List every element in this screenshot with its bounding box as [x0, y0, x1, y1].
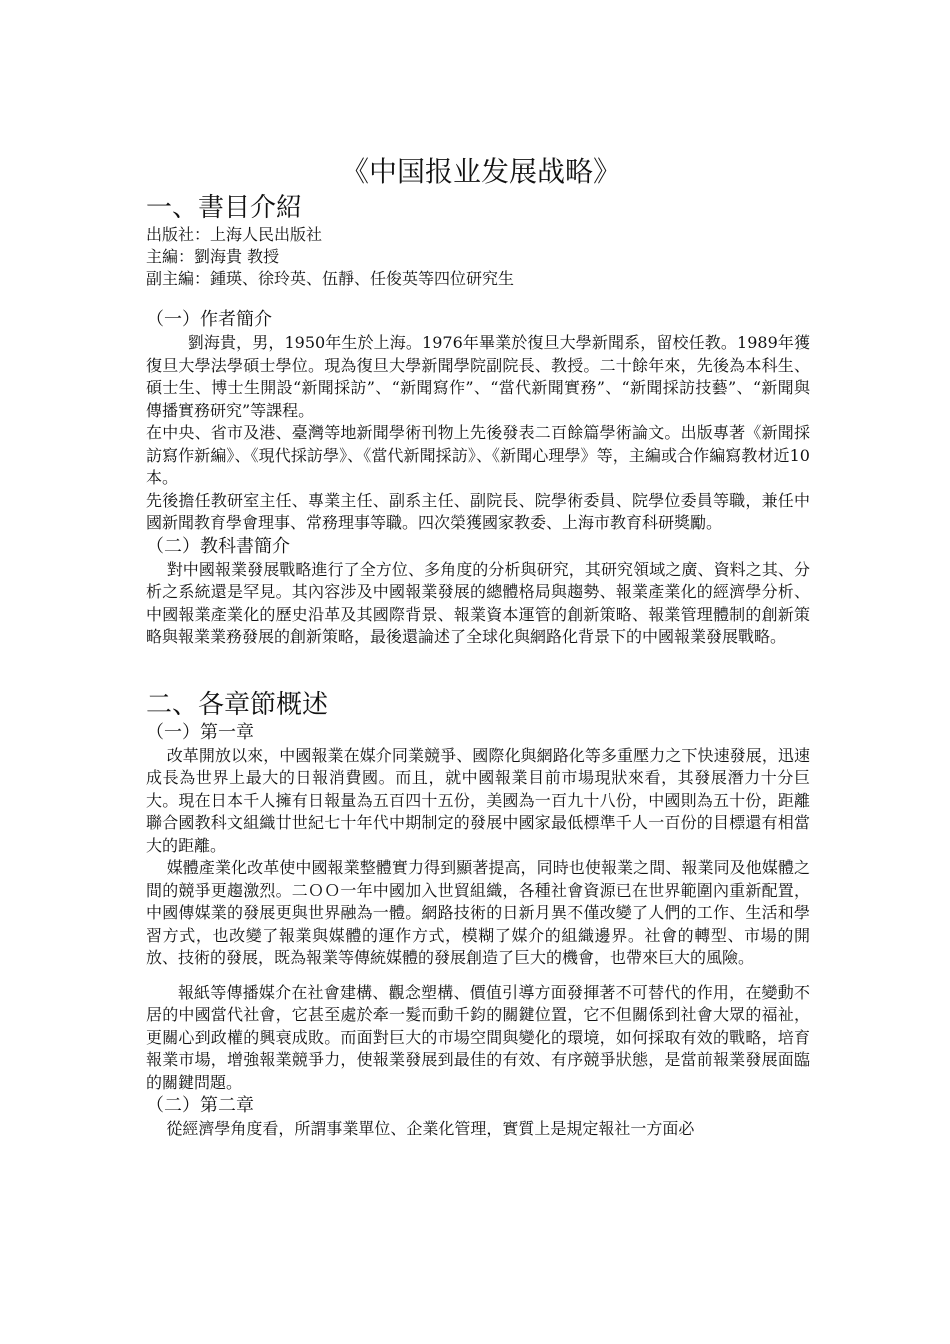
associate-editors-line: 副主編：鍾瑛、徐玲英、伍靜、任俊英等四位研究生 — [146, 269, 515, 288]
document-title: 《中国报业发展战略》 — [340, 155, 621, 188]
subheading-chapter-2: （二）第二章 — [146, 1095, 254, 1116]
section-heading-chapter-overview: 二、各章節概述 — [146, 689, 329, 720]
chapter-1-paragraph: 改革開放以來，中國報業在媒介同業競爭、國際化與網路化等多重壓力之下快速發展，迅速成長為世界上最大的日報消費國。而且，就中國報業目前市場現狀來看，其發展潛力十分巨大。現在日本千人擁有日報量為五百四十五份，美國為一百九十八份，中國則為五十份，距離聯合國教科文組織廿世紀七十年代中期制定的發展中國家最低標準千人一百份的目標還有相當大的距離。 — [146, 745, 810, 855]
spacer — [146, 290, 810, 308]
author-intro-paragraph: 先後擔任教研室主任、專業主任、副系主任、副院長、院學術委員、院學位委員等職，兼任中國新聞教育學會理事、常務理事等職。四次榮獲國家教委、上海市教育科研獎勵。 — [146, 490, 810, 532]
author-intro-paragraph: 在中央、省市及港、臺灣等地新聞學術刊物上先後發表二百餘篇學術論文。出版專著《新聞採訪寫作新編》、《現代採訪學》、《當代新聞採訪》、《新聞心理學》等，主編或合作編寫教材近10本。 — [146, 423, 810, 487]
chapter-1-paragraph: 報紙等傳播媒介在社會建構、觀念塑構、價值引導方面發揮著不可替代的作用，在變動不居的中國當代社會，它甚至處於牽一髮而動千鈞的關鍵位置，它不但關係到社會大眾的福祉，更關心到政權的興衰成敗。而面對巨大的市場空間與變化的環境，如何採取有效的戰略，培育報業市場，增強報業競爭力，使報業發展到最佳的有效、有序競爭狀態，是當前報業發展面臨的關鍵問題。 — [146, 982, 810, 1092]
editor-line: 主編：劉海貴 教授 — [146, 247, 280, 266]
spacer — [146, 970, 810, 982]
spacer — [146, 649, 810, 689]
publisher-line: 出版社：上海人民出版社 — [146, 225, 323, 244]
document-page — [146, 152, 810, 1141]
subheading-textbook-intro: （二）教科書簡介 — [146, 535, 290, 557]
subheading-chapter-1: （一）第一章 — [146, 721, 254, 743]
chapter-1-paragraph: 媒體產業化改革使中國報業整體實力得到顯著提高，同時也使報業之間、報業同及他媒體之間的競爭更趨激烈。二ＯＯ一年中國加入世貿組織，各種社會資源已在世界範圍內重新配置，中國傳媒業的發展更與世界融為一體。網路技術的日新月異不僅改變了人們的工作、生活和學習方式，也改變了報業與媒體的運作方式，模糊了媒介的組織邊界。社會的轉型、市場的開放、技術的發展，既為報業等傳統媒體的發展創造了巨大的機會，也帶來巨大的風險。 — [146, 858, 810, 967]
author-intro-paragraph: 劉海貴，男，1950年生於上海。1976年畢業於復旦大學新聞系，留校任教。1989年獲復旦大學法學碩士學位。現為復旦大學新聞學院副院長、教授。二十餘年來，先後為本科生、碩士生、博士生開設“新聞採訪”、“新聞寫作”、“當代新聞實務”、“新聞採訪技藝”、“新聞與傳播實務研究”等課程。 — [146, 333, 810, 420]
section-heading-book-intro: 一、書目介紹 — [146, 193, 303, 223]
subheading-author-intro: （一）作者簡介 — [146, 309, 272, 330]
chapter-2-paragraph: 從經濟學角度看，所謂事業單位、企業化管理，實質上是規定報社一方面必 — [146, 1119, 695, 1138]
textbook-intro-paragraph: 對中國報業發展戰略進行了全方位、多角度的分析與研究，其研究領域之廣、資料之其、分析之系統還是罕見。其內容涉及中國報業發展的總體格局與趨勢、報業產業化的經濟學分析、中國報業產業化的歷史沿革及其國際背景、報業資本運管的創新策略、報業管理體制的創新策略與報業業務發展的創新策略，最後還論述了全球化與網路化背景下的中國報業發展戰略。 — [146, 559, 810, 646]
